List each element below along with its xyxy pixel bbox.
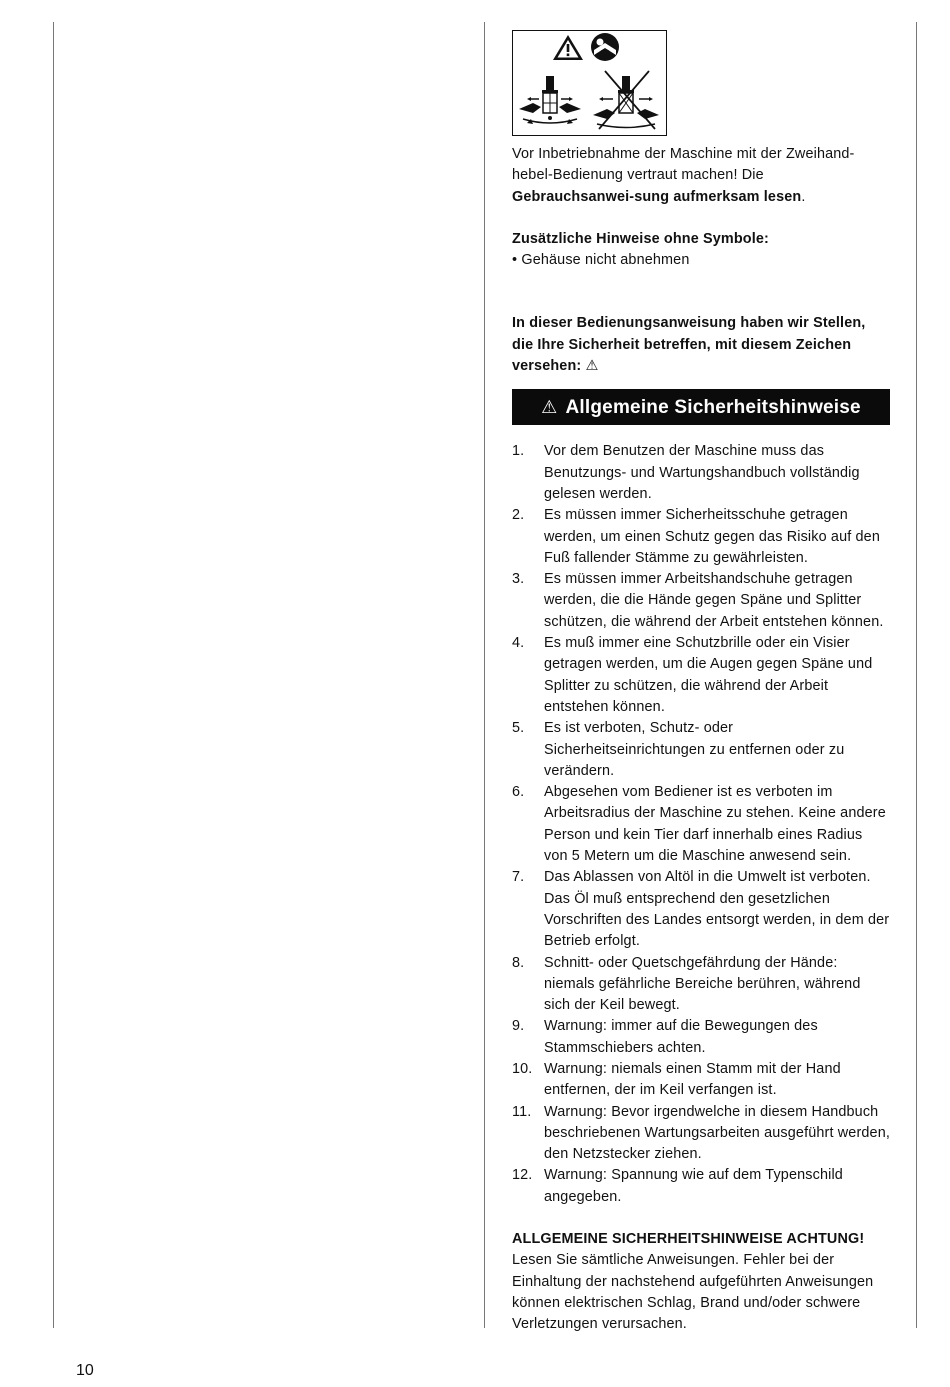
general-warning-paragraph <box>512 1229 890 1335</box>
additional-notes-item <box>512 250 890 271</box>
list-item <box>512 782 890 867</box>
list-item <box>512 441 890 505</box>
safety-pictogram <box>512 30 667 136</box>
list-item-text: Warnung: niemals einen Stamm mit der Hand entfernen, der im Keil verfangen ist. <box>544 1060 841 1099</box>
intro-end: . <box>801 188 806 205</box>
list-item <box>512 505 890 569</box>
list-item <box>512 633 890 718</box>
list-item-number: 10. <box>512 1060 533 1077</box>
list-item <box>512 1016 890 1059</box>
list-item-number: 12. <box>512 1167 533 1184</box>
list-item-text: Schnitt- oder Quetschgefährdung der Hände: niemals gefährliche Bereiche berühren, während sich der Keil bewegt. <box>544 954 861 1014</box>
page-number: 10 <box>76 1362 94 1379</box>
intro-text: Vor Inbetriebnahme der Maschine mit der Zweihand-hebel-Bedienung vertraut machen! Die <box>512 146 855 184</box>
additional-notes-heading-text: Zusätzliche Hinweise ohne Symbole: <box>512 230 769 247</box>
prohibited-one-hand-icon <box>593 71 659 129</box>
list-item-number: 9. <box>512 1018 525 1035</box>
list-item-text: Warnung: Spannung wie auf dem Typenschild angegeben. <box>544 1167 843 1205</box>
list-item <box>512 718 890 782</box>
bullet-icon: • <box>512 252 518 269</box>
list-item <box>512 1059 890 1102</box>
section-title: Allgemeine Sicherheitshinweise <box>565 396 861 418</box>
general-warning-bold: ALLGEMEINE SICHERHEITSHINWEISE ACHTUNG! <box>512 1231 865 1248</box>
right-column <box>512 30 890 1336</box>
list-item-text: Das Ablassen von Altöl in die Umwelt ist verboten. Das Öl muß entsprechend den gesetzlichen Vorschriften des Landes entsorgt werden, in dem der Betrieb erfolgt. <box>544 869 890 950</box>
warning-triangle-icon: ⚠ <box>541 396 558 417</box>
list-item <box>512 1165 890 1208</box>
page-divider-middle <box>484 22 485 1328</box>
list-item-text: Warnung: immer auf die Bewegungen des Stammschiebers achten. <box>544 1018 818 1056</box>
symbol-notice-text: In dieser Bedienungsanweisung haben wir Stellen, die Ihre Sicherheit betreffen, mit diesem Zeichen versehen: <box>512 315 866 375</box>
list-item-text: Abgesehen vom Bediener ist es verboten im Arbeitsradius der Maschine zu stehen. Keine andere Person und kein Tier darf innerhalb eines Radius von 5 Metern um die Maschine anwesend sein. <box>544 784 886 865</box>
list-item-text: Vor dem Benutzen der Maschine muss das Benutzungs- und Wartungshandbuch vollständig gelesen werden. <box>544 443 860 502</box>
general-warning-text: Lesen Sie sämtliche Anweisungen. Fehler bei der Einhaltung der nachstehend aufgeführten Anweisungen können elektrischen Schlag, Brand und/oder schwere Verletzungen verursachen. <box>512 1252 874 1333</box>
list-item-text: Es müssen immer Arbeitshandschuhe getragen werden, die die Hände gegen Späne und Splitter schützen, die während der Arbeit entstehen können. <box>544 571 884 630</box>
list-item-text: Es ist verboten, Schutz- oder Sicherheitseinrichtungen zu entfernen oder zu verändern. <box>544 720 845 779</box>
section-banner <box>512 389 890 425</box>
list-item <box>512 953 890 1017</box>
list-item-text: Es muß immer eine Schutzbrille oder ein Visier getragen werden, um die Augen gegen Späne und Splitter zu schützen, die während der Arbeit entstehen können. <box>544 635 873 715</box>
list-item-number: 8. <box>512 954 525 971</box>
warning-triangle-icon <box>553 35 583 60</box>
list-item <box>512 1102 890 1166</box>
symbol-notice <box>512 313 890 377</box>
list-item <box>512 569 890 633</box>
page-divider-left <box>53 22 54 1328</box>
additional-notes-item-text: Gehäuse nicht abnehmen <box>521 252 690 269</box>
list-item-number: 1. <box>512 443 525 460</box>
list-item-number: 4. <box>512 635 525 652</box>
safety-rules-list <box>512 441 890 1208</box>
list-item-number: 5. <box>512 720 525 737</box>
page-divider-right <box>916 22 917 1328</box>
list-item-number: 6. <box>512 784 525 801</box>
intro-bold-text: Gebrauchsanwei-sung aufmerksam lesen <box>512 188 802 205</box>
list-item-text: Warnung: Bevor irgendwelche in diesem Handbuch beschriebenen Wartungsarbeiten ausgeführt werden, den Netzstecker ziehen. <box>544 1103 891 1163</box>
warning-triangle-icon: ⚠ <box>585 358 599 375</box>
read-manual-icon <box>591 33 619 61</box>
list-item-number: 3. <box>512 571 525 588</box>
intro-paragraph <box>512 144 890 208</box>
list-item <box>512 867 890 952</box>
list-item-number: 11. <box>512 1103 532 1120</box>
list-item-number: 2. <box>512 507 525 524</box>
list-item-text: Es müssen immer Sicherheitsschuhe getragen werden, um einen Schutz gegen das Risiko auf den Fuß fallender Stämme zu gewährleisten. <box>544 507 880 566</box>
additional-notes-heading <box>512 229 890 250</box>
list-item-number: 7. <box>512 869 525 886</box>
two-hand-operation-icon <box>519 76 581 124</box>
